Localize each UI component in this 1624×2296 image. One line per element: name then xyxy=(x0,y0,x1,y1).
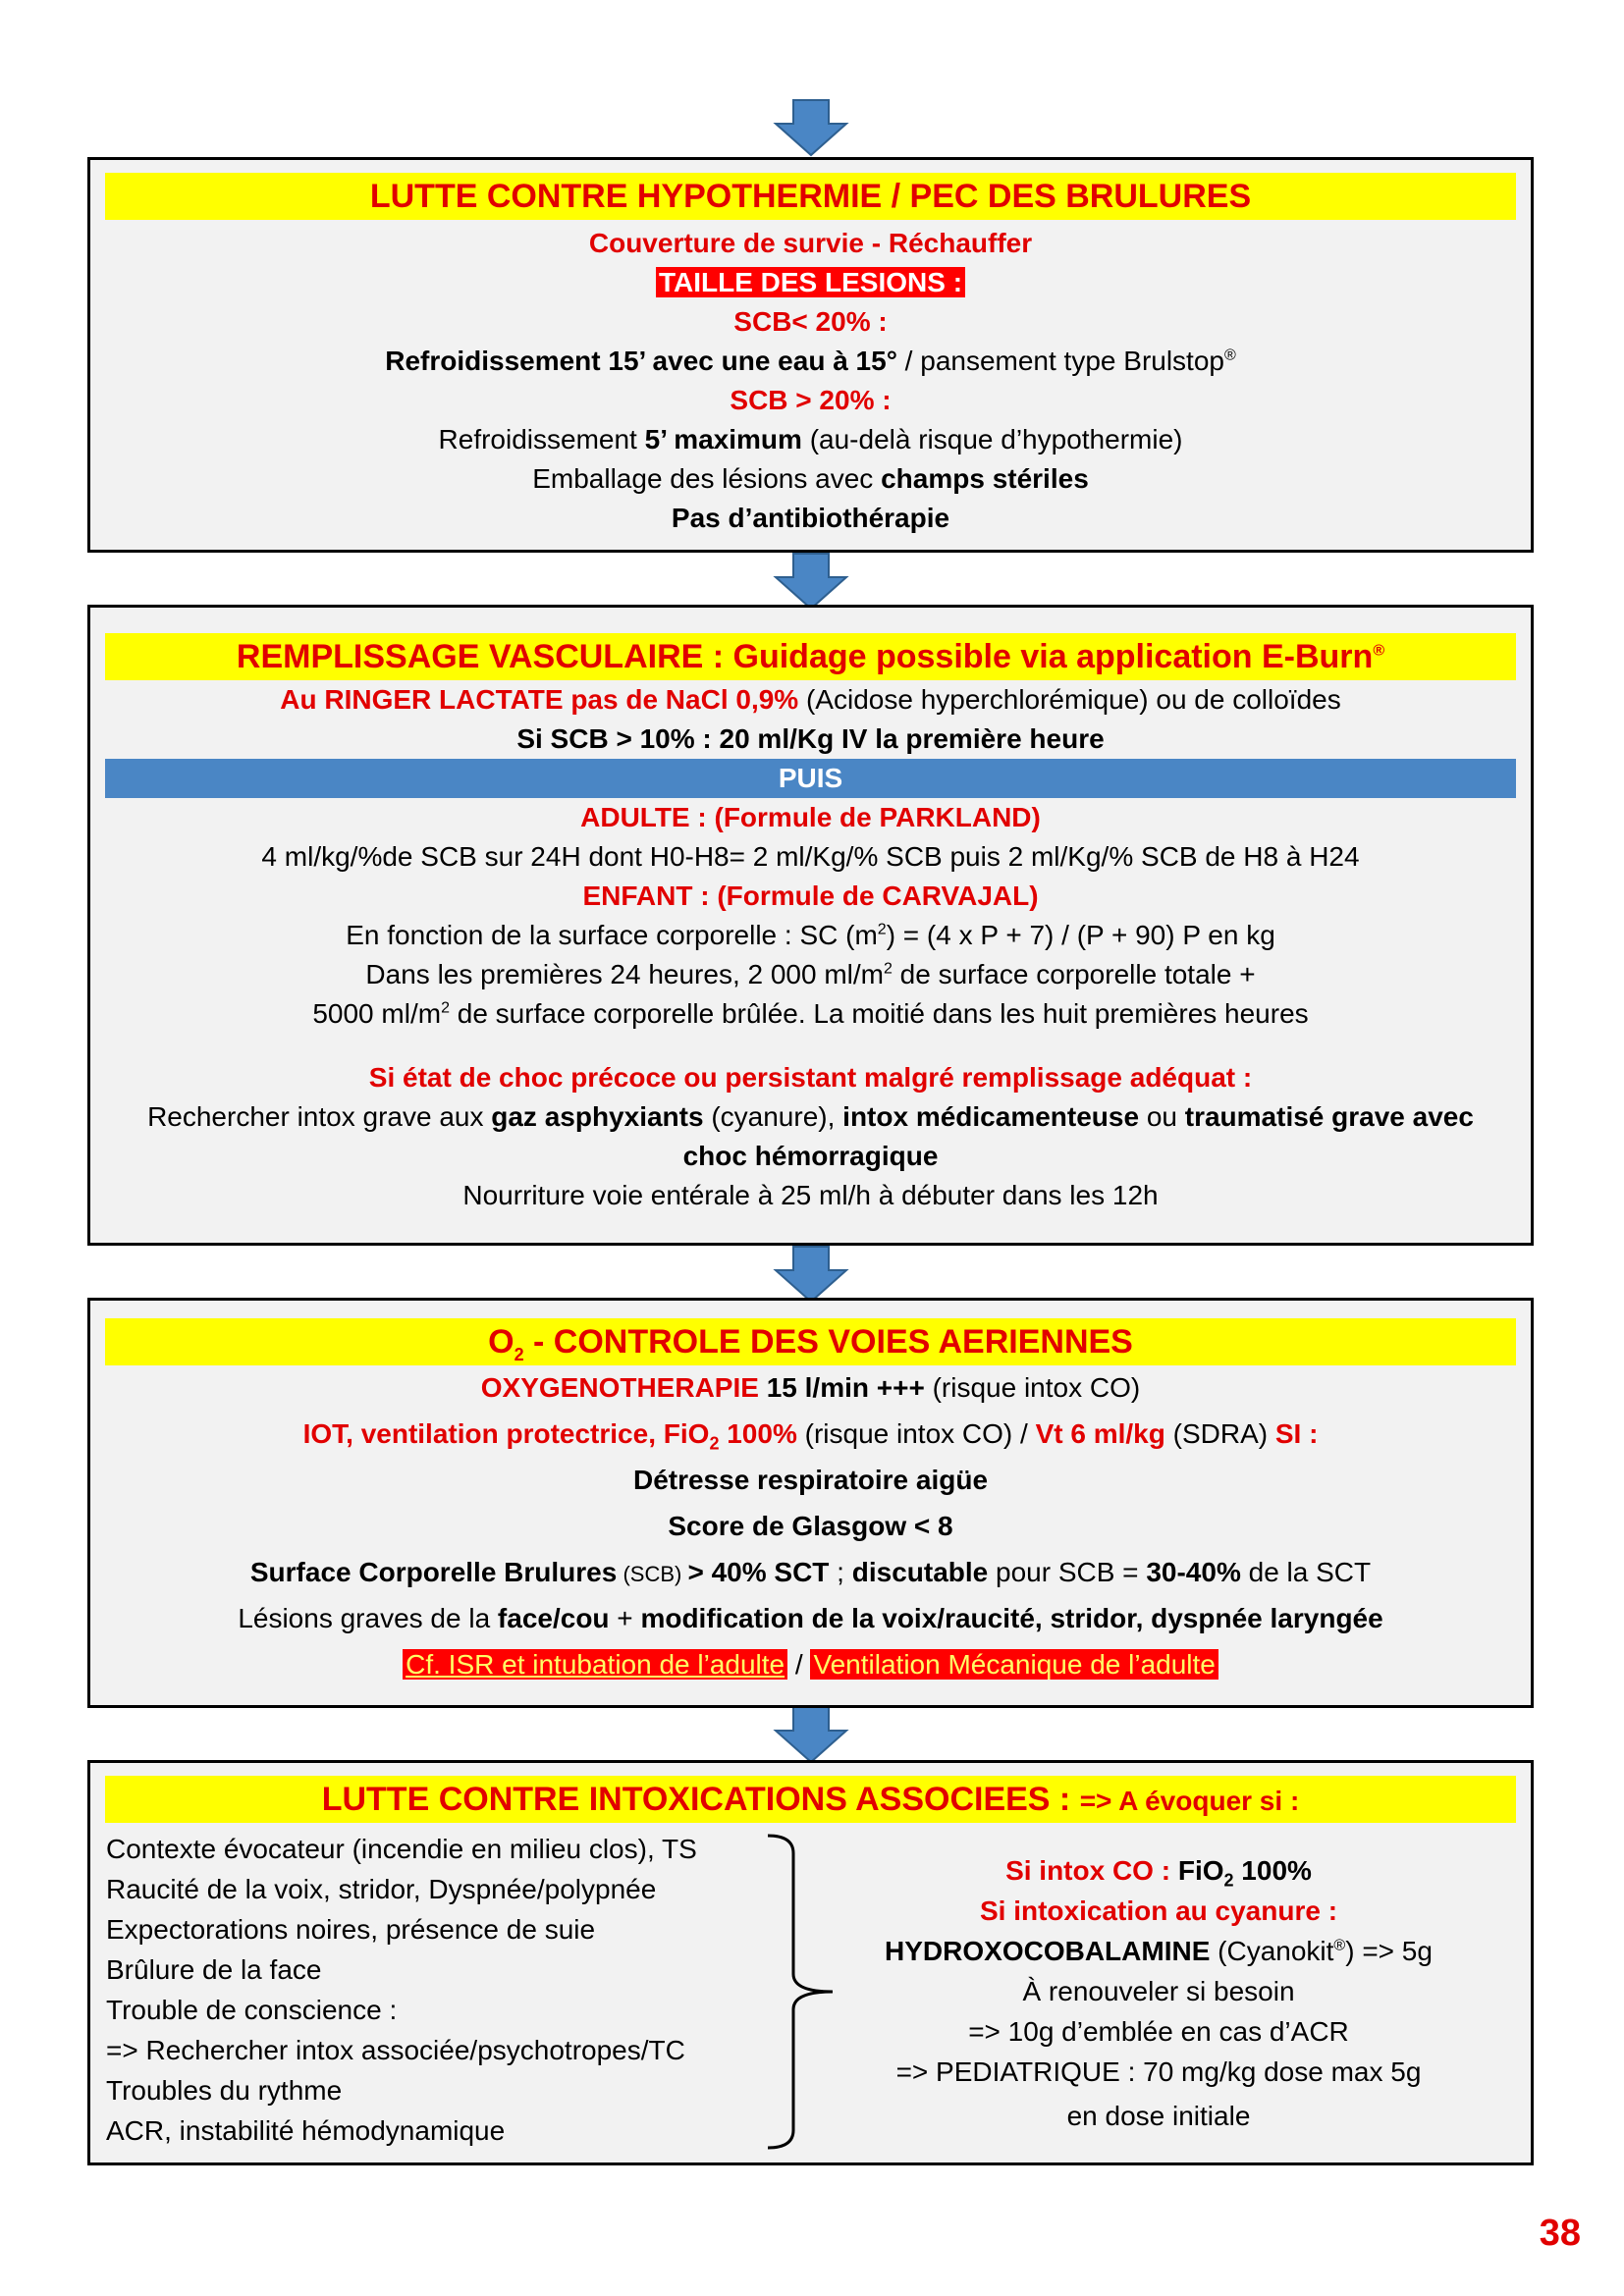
text-red: OXYGENOTHERAPIE xyxy=(480,1372,759,1403)
text-line xyxy=(105,459,1516,499)
text-bold: Refroidissement 15’ avec une eau à 15° xyxy=(385,346,897,376)
section-title xyxy=(105,1318,1516,1365)
title-text: LUTTE CONTRE INTOXICATIONS ASSOCIEES : xyxy=(321,1781,1080,1818)
text-normal: (Cyanokit xyxy=(1210,1936,1334,1966)
text-line: ENFANT : (Formule de CARVAJAL) xyxy=(582,881,1039,911)
list-item: => 10g d’emblée en cas d’ACR xyxy=(968,2016,1349,2047)
text-line: 4 ml/kg/%de SCB sur 24H dont H0-H8= 2 ml/Kg/% SCB puis 2 ml/Kg/% SCB de H8 à H24 xyxy=(261,841,1360,872)
superscript: 2 xyxy=(877,921,887,938)
text-line: Détresse respiratoire aigüe xyxy=(632,1465,989,1495)
list-item: Trouble de conscience : xyxy=(106,1995,398,2025)
subscript: 2 xyxy=(514,1344,524,1364)
section-title xyxy=(105,633,1516,680)
flow-arrow-icon xyxy=(772,552,850,611)
link-ventilation-mecanique[interactable]: Ventilation Mécanique de l’adulte xyxy=(810,1649,1218,1680)
text-line: Si état de choc précoce ou persistant malgré remplissage adéquat : xyxy=(368,1062,1253,1093)
list-item: Contexte évocateur (incendie en milieu clos), TS xyxy=(106,1834,697,1864)
text-bold: 5’ maximum xyxy=(644,424,802,454)
text-red: SI : xyxy=(1274,1418,1319,1449)
text-normal: Emballage des lésions avec xyxy=(532,463,882,494)
text-red: 100% xyxy=(719,1418,797,1449)
list-item: Si intoxication au cyanure : xyxy=(979,1896,1338,1926)
text-red: Si intox CO : xyxy=(1005,1855,1178,1886)
text-line xyxy=(105,1097,1516,1137)
subscript: 2 xyxy=(709,1433,720,1454)
registered-mark: ® xyxy=(1333,1937,1346,1954)
brace-icon xyxy=(756,1832,835,2152)
text-bold: 15 l/min +++ xyxy=(758,1372,925,1403)
text-bold: face/cou xyxy=(497,1603,610,1633)
text-bold: traumatisé grave avec xyxy=(1184,1101,1474,1132)
text-line xyxy=(105,420,1516,459)
subscript: 2 xyxy=(1223,1870,1234,1891)
section-title xyxy=(105,1776,1516,1823)
text-line xyxy=(105,263,1516,302)
section-remplissage xyxy=(87,605,1534,1246)
text-normal: En fonction de la surface corporelle : SC (m xyxy=(346,920,878,950)
text-small: (SCB) xyxy=(617,1562,688,1586)
text-line xyxy=(105,955,1516,994)
text-line: Pas d’antibiothérapie xyxy=(671,503,950,533)
list-item: Troubles du rythme xyxy=(106,2075,343,2106)
text-normal: + xyxy=(609,1603,641,1633)
text-normal: (risque intox CO) xyxy=(924,1372,1141,1403)
title-text: => A évoquer si : xyxy=(1079,1786,1300,1816)
text-bold: champs stériles xyxy=(881,463,1089,494)
text-bold: 100% xyxy=(1233,1855,1312,1886)
section-hypothermie xyxy=(87,157,1534,553)
superscript: 2 xyxy=(441,999,450,1017)
text-normal: Dans les premières 24 heures, 2 000 ml/m xyxy=(365,959,884,989)
list-item: => PEDIATRIQUE : 70 mg/kg dose max 5g xyxy=(895,2056,1422,2087)
text-bold: > 40% SCT xyxy=(687,1557,830,1587)
superscript: 2 xyxy=(884,960,893,978)
text-bold: 30-40% xyxy=(1146,1557,1241,1587)
text-normal: de surface corporelle totale + xyxy=(892,959,1256,989)
text-line xyxy=(105,680,1516,720)
treatment-list xyxy=(844,1850,1473,2136)
highlight-label: TAILLE DES LESIONS : xyxy=(656,267,965,297)
list-item: Raucité de la voix, stridor, Dyspnée/polypnée xyxy=(106,1874,657,1904)
text-line: choc hémorragique xyxy=(682,1141,939,1171)
criteria-list xyxy=(106,1829,774,2151)
text-bold: discutable xyxy=(851,1557,989,1587)
text-normal: Refroidissement xyxy=(438,424,645,454)
text-line xyxy=(105,1549,1516,1595)
text-line xyxy=(105,1641,1516,1687)
flow-arrow-icon xyxy=(772,1245,850,1304)
text-bold: HYDROXOCOBALAMINE xyxy=(885,1936,1211,1966)
text-normal: ) => 5g xyxy=(1345,1936,1433,1966)
text-bold: FiO xyxy=(1177,1855,1224,1886)
text-line: SCB< 20% : xyxy=(733,306,888,337)
text-bold: modification de la voix/raucité, stridor, dyspnée laryngée xyxy=(640,1603,1383,1633)
flow-arrow-icon xyxy=(772,1705,850,1764)
text-normal: (risque intox CO) / xyxy=(796,1418,1036,1449)
text-line: ADULTE : (Formule de PARKLAND) xyxy=(580,802,1041,832)
text-normal: / pansement type Brulstop xyxy=(896,346,1224,376)
text-line: Si SCB > 10% : 20 ml/Kg IV la première heure xyxy=(516,723,1105,754)
text-line xyxy=(105,1411,1516,1457)
text-line xyxy=(105,916,1516,955)
text-line xyxy=(105,994,1516,1034)
text-normal: (au-delà risque d’hypothermie) xyxy=(801,424,1183,454)
link-isr-intubation[interactable]: Cf. ISR et intubation de l’adulte xyxy=(403,1649,787,1680)
text-normal: (Acidose hyperchlorémique) ou de colloïdes xyxy=(798,684,1341,715)
text-normal: de la SCT xyxy=(1240,1557,1372,1587)
list-item: À renouveler si besoin xyxy=(1022,1976,1295,2006)
list-item: => Rechercher intox associée/psychotropes/TC xyxy=(106,2035,685,2065)
list-item: Brûlure de la face xyxy=(106,1954,322,1985)
text-normal: ) = (4 x P + 7) / (P + 90) P en kg xyxy=(886,920,1275,950)
title-text: O xyxy=(488,1323,514,1361)
list-item: ACR, instabilité hémodynamique xyxy=(106,2115,506,2146)
text-bold: Surface Corporelle Brulures xyxy=(249,1557,618,1587)
puis-bar: PUIS xyxy=(105,759,1516,798)
title-text: - CONTROLE DES VOIES AERIENNES xyxy=(523,1323,1133,1361)
text-normal: / xyxy=(787,1649,811,1680)
text-line: Couverture de survie - Réchauffer xyxy=(588,228,1033,258)
title-text: REMPLISSAGE VASCULAIRE : Guidage possible via application E-Burn xyxy=(236,638,1374,675)
text-bold: gaz asphyxiants xyxy=(491,1101,704,1132)
text-normal: (SDRA) xyxy=(1164,1418,1275,1449)
text-line xyxy=(105,1365,1516,1411)
text-normal: 5000 ml/m xyxy=(312,998,442,1029)
text-normal: ou xyxy=(1139,1101,1185,1132)
page-number: 38 xyxy=(1539,2213,1581,2254)
list-item: en dose initiale xyxy=(1066,2101,1251,2131)
section-voies-aeriennes xyxy=(87,1298,1534,1708)
registered-mark: ® xyxy=(1223,347,1236,364)
text-line xyxy=(105,1595,1516,1641)
text-normal: Rechercher intox grave aux xyxy=(147,1101,492,1132)
text-line: Score de Glasgow < 8 xyxy=(668,1511,953,1541)
text-red: Vt 6 ml/kg xyxy=(1035,1418,1165,1449)
text-line xyxy=(105,342,1516,381)
text-normal: ; xyxy=(829,1557,852,1587)
registered-mark: ® xyxy=(1373,642,1385,660)
list-item xyxy=(844,1850,1473,1891)
text-line: Nourriture voie entérale à 25 ml/h à débuter dans les 12h xyxy=(462,1180,1159,1210)
section-title: LUTTE CONTRE HYPOTHERMIE / PEC DES BRULURES xyxy=(105,173,1516,220)
text-line: SCB > 20% : xyxy=(730,385,892,415)
text-red: Au RINGER LACTATE pas de NaCl 0,9% xyxy=(280,684,799,715)
text-normal: Lésions graves de la xyxy=(238,1603,498,1633)
text-red: IOT, ventilation protectrice, FiO xyxy=(302,1418,710,1449)
text-normal: (cyanure), xyxy=(703,1101,843,1132)
list-item: Expectorations noires, présence de suie xyxy=(106,1914,596,1945)
list-item xyxy=(844,1931,1473,1971)
text-normal: pour SCB = xyxy=(988,1557,1147,1587)
flow-arrow-icon xyxy=(772,98,850,157)
text-bold: intox médicamenteuse xyxy=(842,1101,1140,1132)
text-normal: de surface corporelle brûlée. La moitié dans les huit premières heures xyxy=(449,998,1309,1029)
